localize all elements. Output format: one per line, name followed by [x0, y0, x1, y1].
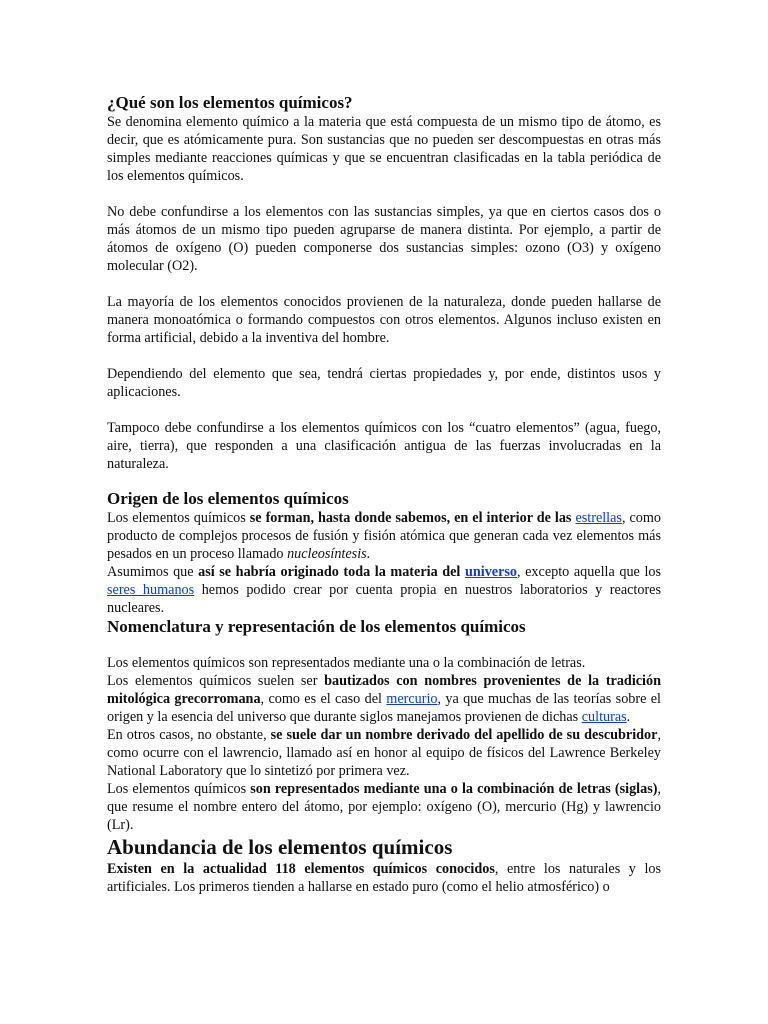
link-estrellas[interactable]: estrellas — [575, 510, 622, 526]
bold-text: son representados mediante una o la combinación de letras (siglas) — [250, 781, 658, 797]
bold-text: así se habría originado toda la materia del — [198, 564, 461, 580]
paragraph — [107, 860, 661, 896]
text: En otros casos, no obstante, — [107, 727, 271, 743]
paragraph: No debe confundirse a los elementos con las sustancias simples, ya que en ciertos casos dos o más átomos de un mismo tipo pueden agruparse de manera distinta. Por ejemplo, a partir de átomos de oxígeno (O) pueden componerse dos sustancias simples: ozono (O3) y oxígeno molecular (O2). — [107, 204, 661, 274]
text: , como producto de complejos procesos de fusión y fisión atómica que generan cada vez elementos más pesados en un proceso llamado — [107, 510, 661, 562]
section-title-origen: Origen de los elementos químicos — [107, 489, 349, 508]
section-title-abundancia: Abundancia de los elementos químicos — [107, 835, 453, 859]
paragraph — [107, 780, 661, 834]
bold-text: bautizados con nombres provenientes de la tradición mitológica grecorromana — [107, 673, 661, 707]
text: Asumimos que — [107, 564, 199, 580]
section-title-que-son: ¿Qué son los elementos químicos? — [107, 93, 353, 112]
paragraph: Tampoco debe confundirse a los elementos químicos con los “cuatro elementos” (agua, fuego, aire, tierra), que responden a una clasificación antigua de las fuerzas involucradas en la naturaleza. — [107, 420, 661, 472]
italic-text: nucleosíntesis — [287, 546, 367, 562]
paragraph: La mayoría de los elementos conocidos provienen de la naturaleza, donde pueden hallarse de manera monoatómica o formando compuestos con otros elementos. Algunos incluso existen en forma artificial, debido a la inventiva del hombre. — [107, 294, 661, 346]
link-mercurio[interactable]: mercurio — [386, 691, 438, 707]
paragraph — [107, 672, 661, 726]
bold-text: se suele dar un nombre derivado del apellido de su descubridor — [270, 727, 658, 743]
paragraph: Se denomina elemento químico a la materia que está compuesta de un mismo tipo de átomo, es decir, que es atómicamente pura. Son sustancias que no pueden ser descompuestas en otras más simples mediante reacciones químicas y que se encuentran clasificadas en la tabla periódica de los elementos químicos. — [107, 114, 661, 184]
spacer — [107, 637, 661, 654]
paragraph: Dependiendo del elemento que sea, tendrá ciertas propiedades y, por ende, distintos usos y aplicaciones. — [107, 366, 661, 400]
text: . — [626, 709, 631, 725]
text: Los elementos químicos — [107, 510, 250, 526]
text: , que resume el nombre entero del átomo, por ejemplo: oxígeno (O), mercurio (Hg) y lawrencio (Lr). — [107, 781, 661, 833]
bold-text: se forman, hasta donde sabemos, en el interior de las — [249, 510, 572, 526]
text: , como es el caso del — [260, 691, 387, 707]
paragraph — [107, 563, 661, 617]
text: Los elementos químicos — [107, 781, 251, 797]
text: , ya que muchas de las teorías sobre el origen y la esencia del universo que durante siglos manejamos provienen de dichas — [107, 691, 661, 725]
paragraph: Los elementos químicos son representados mediante una o la combinación de letras. — [107, 655, 586, 671]
text: , excepto aquella que los — [517, 564, 661, 580]
paragraph — [107, 509, 661, 563]
text: , entre los naturales y los artificiales. Los primeros tienden a hallarse en estado puro (como el helio atmosférico) o — [107, 861, 661, 895]
link-culturas[interactable]: culturas — [581, 709, 627, 725]
link-seres-humanos[interactable]: seres humanos — [107, 582, 195, 598]
text: Los elementos químicos suelen ser — [107, 673, 325, 689]
text: . — [366, 546, 371, 562]
paragraph — [107, 726, 661, 780]
text: , como ocurre con el lawrencio, llamado así en honor al equipo de físicos del Lawrence Berkeley National Laboratory que lo sintetizó por primera vez. — [107, 727, 661, 779]
link-universo[interactable]: universo — [464, 564, 517, 580]
document-body — [107, 93, 661, 896]
section-title-nomenclatura: Nomenclatura y representación de los elementos químicos — [107, 617, 526, 636]
text: hemos podido crear por cuenta propia en nuestros laboratorios y reactores nucleares. — [107, 582, 662, 616]
bold-text: Existen en la actualidad 118 elementos químicos conocidos — [107, 861, 495, 877]
